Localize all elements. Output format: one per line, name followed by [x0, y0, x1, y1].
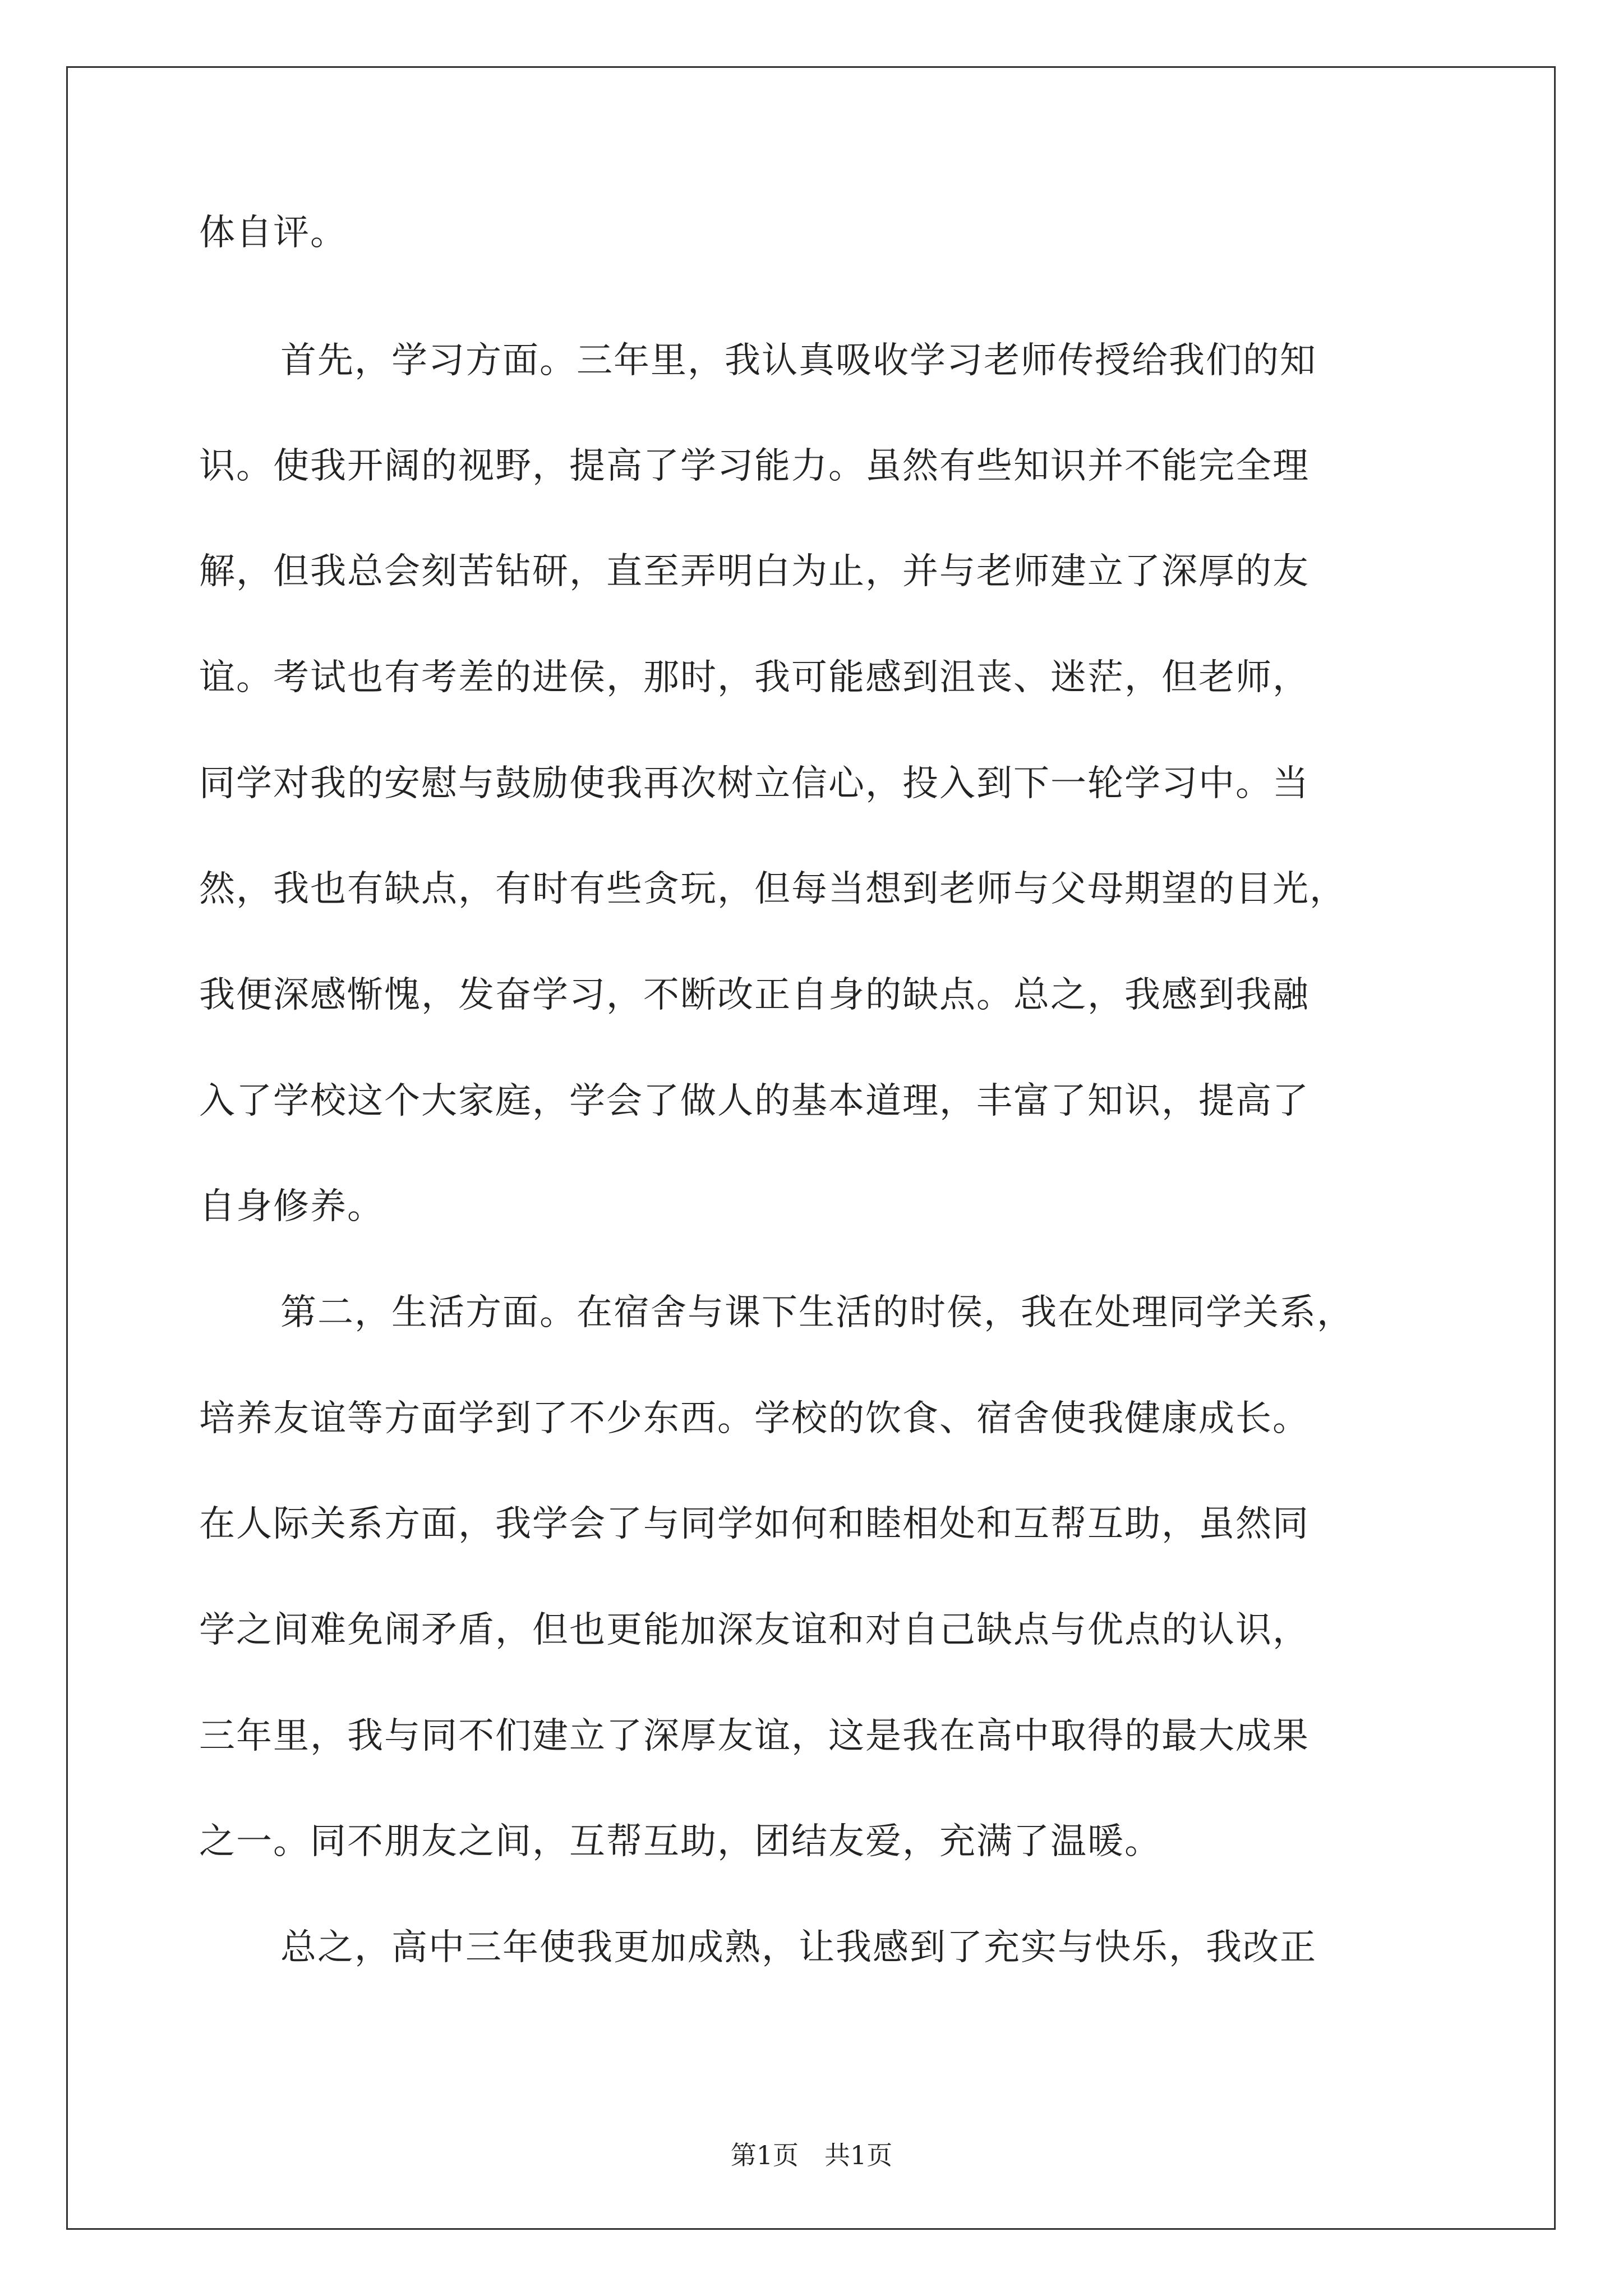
text-line: 三年里，我与同不们建立了深厚友谊，这是我在高中取得的最大成果 — [199, 1715, 1310, 1757]
text-line: 体自评。 — [199, 212, 347, 254]
page-number-footer: 第1页 共1页 — [730, 2140, 893, 2170]
page-border — [66, 66, 1556, 2230]
text-line: 入了学校这个大家庭，学会了做人的基本道理，丰富了知识，提高了 — [199, 1080, 1310, 1122]
text-line: 识。使我开阔的视野，提高了学习能力。虽然有些知识并不能完全理 — [199, 445, 1310, 487]
text-line: 同学对我的安慰与鼓励使我再次树立信心，投入到下一轮学习中。当 — [199, 763, 1310, 804]
text-line: 解，但我总会刻苦钻研，直至弄明白为止，并与老师建立了深厚的友 — [199, 551, 1310, 592]
paragraph-first-line: 第二，生活方面。在宿舍与课下生活的时侯，我在处理同学关系， — [280, 1292, 1354, 1333]
text-line: 自身修养。 — [199, 1186, 384, 1227]
text-line: 我便深感惭愧，发奋学习，不断改正自身的缺点。总之，我感到我融 — [199, 974, 1310, 1016]
text-line: 在人际关系方面，我学会了与同学如何和睦相处和互帮互助，虽然同 — [199, 1503, 1310, 1545]
text-line: 之一。同不朋友之间，互帮互助，团结友爱，充满了温暖。 — [199, 1821, 1161, 1862]
text-line: 学之间难免闹矛盾，但也更能加深友谊和对自己缺点与优点的认识， — [199, 1609, 1310, 1651]
text-line: 培养友谊等方面学到了不少东西。学校的饮食、宿舍使我健康成长。 — [199, 1398, 1310, 1439]
text-line: 然，我也有缺点，有时有些贪玩，但每当想到老师与父母期望的目光， — [199, 868, 1347, 910]
text-line: 谊。考试也有考差的进侯，那时，我可能感到沮丧、迷茫，但老师， — [199, 657, 1310, 698]
paragraph-first-line: 总之，高中三年使我更加成熟，让我感到了充实与快乐，我改正 — [280, 1927, 1317, 1968]
paragraph-first-line: 首先，学习方面。三年里，我认真吸收学习老师传授给我们的知 — [280, 340, 1317, 381]
